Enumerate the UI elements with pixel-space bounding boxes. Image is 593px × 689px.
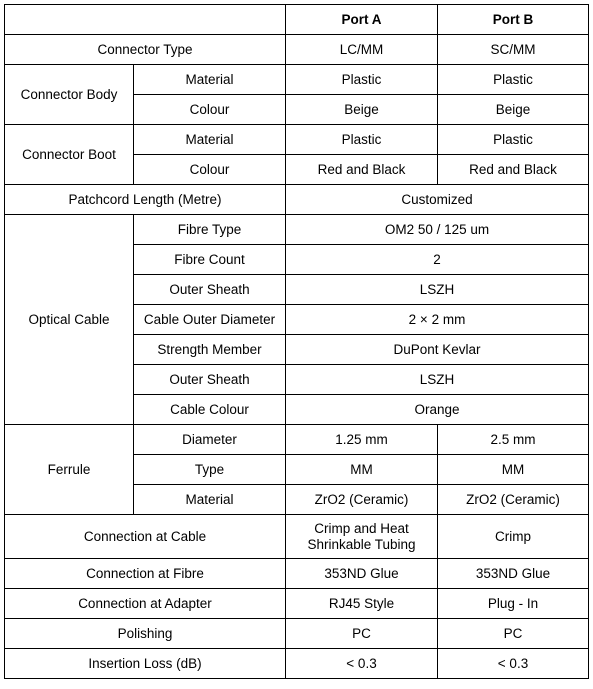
- group-label: Optical Cable: [5, 215, 134, 425]
- cell-port-b: Crimp: [438, 515, 589, 559]
- row-label: Diameter: [134, 425, 286, 455]
- row-label: Outer Sheath: [134, 365, 286, 395]
- row-label: Cable Outer Diameter: [134, 305, 286, 335]
- cell-shared: Customized: [286, 185, 589, 215]
- group-label: Connector Body: [5, 65, 134, 125]
- cell-shared: 2: [286, 245, 589, 275]
- row-label: Colour: [134, 155, 286, 185]
- cell-port-a: Plastic: [286, 65, 438, 95]
- cell-shared: LSZH: [286, 365, 589, 395]
- table-row: [5, 515, 589, 559]
- cell-port-b: < 0.3: [438, 649, 589, 679]
- header-blank: [5, 5, 286, 35]
- cell-port-a: LC/MM: [286, 35, 438, 65]
- cell-port-b: 353ND Glue: [438, 559, 589, 589]
- cell-port-b: Plug - In: [438, 589, 589, 619]
- cell-port-b: Plastic: [438, 125, 589, 155]
- cell-port-a: 353ND Glue: [286, 559, 438, 589]
- spec-table: [4, 4, 589, 679]
- cell-port-a: [286, 515, 438, 559]
- row-label: Patchcord Length (Metre): [5, 185, 286, 215]
- row-label: Polishing: [5, 619, 286, 649]
- group-label: Ferrule: [5, 425, 134, 515]
- row-label: Colour: [134, 95, 286, 125]
- header-row: [5, 5, 589, 35]
- cell-line: Shrinkable Tubing: [307, 536, 416, 552]
- table-row: [5, 425, 589, 455]
- cell-port-a: Red and Black: [286, 155, 438, 185]
- cell-port-b: 2.5 mm: [438, 425, 589, 455]
- row-label: Cable Colour: [134, 395, 286, 425]
- table-row: [5, 125, 589, 155]
- cell-port-a: MM: [286, 455, 438, 485]
- row-label: Connection at Adapter: [5, 589, 286, 619]
- row-label: Material: [134, 125, 286, 155]
- cell-port-b: Plastic: [438, 65, 589, 95]
- row-label: Outer Sheath: [134, 275, 286, 305]
- row-label: Material: [134, 485, 286, 515]
- cell-port-a: RJ45 Style: [286, 589, 438, 619]
- cell-port-b: PC: [438, 619, 589, 649]
- cell-port-a: 1.25 mm: [286, 425, 438, 455]
- cell-shared: 2 × 2 mm: [286, 305, 589, 335]
- row-label: Connection at Fibre: [5, 559, 286, 589]
- cell-port-b: Red and Black: [438, 155, 589, 185]
- table-row: [5, 35, 589, 65]
- cell-port-b: SC/MM: [438, 35, 589, 65]
- row-label: Insertion Loss (dB): [5, 649, 286, 679]
- table-row: [5, 65, 589, 95]
- row-label: Strength Member: [134, 335, 286, 365]
- table-row: [5, 215, 589, 245]
- cell-port-a: Beige: [286, 95, 438, 125]
- group-label: Connector Boot: [5, 125, 134, 185]
- cell-shared: LSZH: [286, 275, 589, 305]
- table-row: [5, 185, 589, 215]
- table-row: [5, 559, 589, 589]
- row-label: Material: [134, 65, 286, 95]
- header-port-a: Port A: [286, 5, 438, 35]
- cell-shared: OM2 50 / 125 um: [286, 215, 589, 245]
- header-port-b: Port B: [438, 5, 589, 35]
- row-label: Fibre Type: [134, 215, 286, 245]
- cell-port-b: ZrO2 (Ceramic): [438, 485, 589, 515]
- row-label: Connector Type: [5, 35, 286, 65]
- cell-line: Crimp and Heat: [314, 520, 409, 536]
- row-label: Fibre Count: [134, 245, 286, 275]
- cell-port-a: Plastic: [286, 125, 438, 155]
- row-label: Connection at Cable: [5, 515, 286, 559]
- cell-port-a: PC: [286, 619, 438, 649]
- cell-shared: Orange: [286, 395, 589, 425]
- cell-port-b: MM: [438, 455, 589, 485]
- table-row: [5, 619, 589, 649]
- cell-shared: DuPont Kevlar: [286, 335, 589, 365]
- cell-port-a: ZrO2 (Ceramic): [286, 485, 438, 515]
- table-row: [5, 649, 589, 679]
- cell-port-a: < 0.3: [286, 649, 438, 679]
- cell-port-b: Beige: [438, 95, 589, 125]
- row-label: Type: [134, 455, 286, 485]
- table-row: [5, 589, 589, 619]
